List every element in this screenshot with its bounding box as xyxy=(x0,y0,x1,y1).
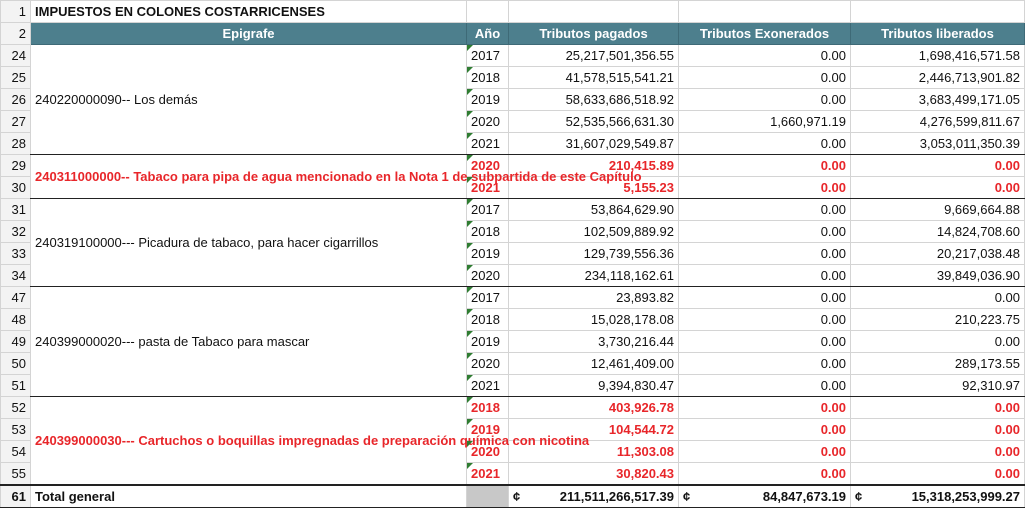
tributos-pagados-cell[interactable]: 9,394,830.47 xyxy=(509,375,679,397)
tributos-liberados-cell[interactable]: 39,849,036.90 xyxy=(851,265,1025,287)
year-cell[interactable]: 2020 xyxy=(467,265,509,287)
tributos-pagados-cell[interactable]: 234,118,162.61 xyxy=(509,265,679,287)
tributos-liberados-cell[interactable]: 0.00 xyxy=(851,419,1025,441)
year-cell[interactable]: 2021 xyxy=(467,177,509,199)
tributos-exonerados-cell[interactable]: 0.00 xyxy=(679,441,851,463)
tributos-liberados-cell[interactable]: 289,173.55 xyxy=(851,353,1025,375)
tributos-exonerados-cell[interactable]: 0.00 xyxy=(679,45,851,67)
year-cell[interactable]: 2019 xyxy=(467,243,509,265)
column-header-tributos-exonerados[interactable]: Tributos Exonerados xyxy=(679,23,851,45)
row-number[interactable]: 27 xyxy=(1,111,31,133)
year-cell[interactable]: 2020 xyxy=(467,441,509,463)
table-row xyxy=(1,199,1025,221)
epigrafe-cell[interactable]: 240319100000--- Picadura de tabaco, para hacer cigarrillos xyxy=(31,199,467,287)
tributos-liberados-cell[interactable]: 9,669,664.88 xyxy=(851,199,1025,221)
year-cell[interactable]: 2021 xyxy=(467,133,509,155)
tributos-pagados-cell[interactable]: 15,028,178.08 xyxy=(509,309,679,331)
row-number[interactable]: 28 xyxy=(1,133,31,155)
tributos-exonerados-cell[interactable]: 0.00 xyxy=(679,265,851,287)
tributos-pagados-cell[interactable]: 403,926.78 xyxy=(509,397,679,419)
tributos-pagados-cell[interactable]: 5,155.23 xyxy=(509,177,679,199)
row-number[interactable]: 34 xyxy=(1,265,31,287)
table-row xyxy=(1,45,1025,67)
row-number[interactable]: 26 xyxy=(1,89,31,111)
year-cell[interactable]: 2019 xyxy=(467,331,509,353)
tributos-pagados-cell[interactable]: 53,864,629.90 xyxy=(509,199,679,221)
row-number[interactable]: 25 xyxy=(1,67,31,89)
row-number[interactable]: 29 xyxy=(1,155,31,177)
year-cell[interactable]: 2018 xyxy=(467,67,509,89)
table-row xyxy=(1,397,1025,419)
row-number[interactable]: 61 xyxy=(1,485,31,508)
year-cell[interactable]: 2020 xyxy=(467,155,509,177)
currency-symbol: ¢ xyxy=(683,489,691,504)
tributos-pagados-cell[interactable]: 31,607,029,549.87 xyxy=(509,133,679,155)
tributos-exonerados-cell[interactable]: 0.00 xyxy=(679,419,851,441)
total-tributos-exonerados[interactable] xyxy=(679,485,851,508)
year-cell[interactable]: 2018 xyxy=(467,309,509,331)
year-cell[interactable]: 2019 xyxy=(467,89,509,111)
cell[interactable] xyxy=(679,1,851,23)
tributos-exonerados-cell[interactable]: 0.00 xyxy=(679,353,851,375)
tributos-liberados-cell[interactable]: 210,223.75 xyxy=(851,309,1025,331)
table-row xyxy=(1,155,1025,177)
year-cell[interactable]: 2017 xyxy=(467,199,509,221)
row-number[interactable]: 55 xyxy=(1,463,31,486)
total-tributos-liberados[interactable] xyxy=(851,485,1025,508)
cell[interactable] xyxy=(467,1,509,23)
year-cell[interactable]: 2017 xyxy=(467,287,509,309)
tributos-liberados-cell[interactable]: 3,683,499,171.05 xyxy=(851,89,1025,111)
tributos-liberados-cell[interactable]: 4,276,599,811.67 xyxy=(851,111,1025,133)
year-cell[interactable]: 2021 xyxy=(467,375,509,397)
row-number[interactable]: 48 xyxy=(1,309,31,331)
year-cell[interactable]: 2018 xyxy=(467,397,509,419)
epigrafe-cell[interactable]: 240399000030--- Cartuchos o boquillas impregnadas de preparación química con nicotina xyxy=(31,397,467,486)
row-number[interactable]: 31 xyxy=(1,199,31,221)
tributos-exonerados-cell[interactable]: 0.00 xyxy=(679,177,851,199)
tributos-pagados-cell[interactable]: 12,461,409.00 xyxy=(509,353,679,375)
row-number[interactable]: 52 xyxy=(1,397,31,419)
tributos-exonerados-cell[interactable]: 0.00 xyxy=(679,287,851,309)
tributos-pagados-cell[interactable]: 25,217,501,356.55 xyxy=(509,45,679,67)
row-number[interactable]: 24 xyxy=(1,45,31,67)
tributos-pagados-cell[interactable]: 102,509,889.92 xyxy=(509,221,679,243)
cell[interactable] xyxy=(851,1,1025,23)
currency-symbol: ¢ xyxy=(855,489,863,504)
tributos-pagados-cell[interactable]: 52,535,566,631.30 xyxy=(509,111,679,133)
tributos-pagados-cell[interactable]: 11,303.08 xyxy=(509,441,679,463)
column-header-epigrafe[interactable]: Epigrafe xyxy=(31,23,467,45)
year-cell[interactable]: 2021 xyxy=(467,463,509,486)
tributos-pagados-cell[interactable]: 3,730,216.44 xyxy=(509,331,679,353)
tributos-pagados-cell[interactable]: 30,820.43 xyxy=(509,463,679,486)
tributos-liberados-cell[interactable]: 2,446,713,901.82 xyxy=(851,67,1025,89)
tributos-liberados-cell[interactable]: 0.00 xyxy=(851,177,1025,199)
row-number[interactable]: 2 xyxy=(1,23,31,45)
tributos-exonerados-cell[interactable]: 0.00 xyxy=(679,243,851,265)
cell[interactable] xyxy=(467,485,509,508)
epigrafe-cell[interactable]: 240399000020--- pasta de Tabaco para mascar xyxy=(31,287,467,397)
tributos-liberados-cell[interactable]: 0.00 xyxy=(851,331,1025,353)
tributos-pagados-cell[interactable]: 23,893.82 xyxy=(509,287,679,309)
row-number[interactable]: 50 xyxy=(1,353,31,375)
total-value: 15,318,253,999.27 xyxy=(911,489,1020,504)
row-number[interactable]: 1 xyxy=(1,1,31,23)
tributos-exonerados-cell[interactable]: 0.00 xyxy=(679,331,851,353)
table-row xyxy=(1,287,1025,309)
currency-symbol: ¢ xyxy=(513,489,521,504)
title-row xyxy=(1,1,1025,23)
tributos-exonerados-cell[interactable]: 0.00 xyxy=(679,155,851,177)
tributos-pagados-cell[interactable]: 104,544.72 xyxy=(509,419,679,441)
tributos-pagados-cell[interactable]: 58,633,686,518.92 xyxy=(509,89,679,111)
total-value: 211,511,266,517.39 xyxy=(559,489,674,504)
tributos-exonerados-cell[interactable]: 0.00 xyxy=(679,375,851,397)
tributos-exonerados-cell[interactable]: 0.00 xyxy=(679,463,851,486)
row-number[interactable]: 32 xyxy=(1,221,31,243)
column-header-ano[interactable]: Año xyxy=(467,23,509,45)
row-number[interactable]: 49 xyxy=(1,331,31,353)
tributos-liberados-cell[interactable]: 1,698,416,571.58 xyxy=(851,45,1025,67)
epigrafe-cell[interactable]: 240311000000-- Tabaco para pipa de agua mencionado en la Nota 1 de subpartida de este Capítulo xyxy=(31,155,467,199)
tributos-pagados-cell[interactable]: 129,739,556.36 xyxy=(509,243,679,265)
tributos-liberados-cell[interactable]: 0.00 xyxy=(851,463,1025,486)
cell[interactable] xyxy=(509,1,679,23)
total-row xyxy=(1,485,1025,508)
year-cell[interactable]: 2017 xyxy=(467,45,509,67)
sheet-title[interactable]: IMPUESTOS EN COLONES COSTARRICENSES xyxy=(31,1,467,23)
tributos-liberados-cell[interactable]: 3,053,011,350.39 xyxy=(851,133,1025,155)
row-number[interactable]: 54 xyxy=(1,441,31,463)
total-value: 84,847,673.19 xyxy=(762,489,846,504)
tributos-liberados-cell[interactable]: 20,217,038.48 xyxy=(851,243,1025,265)
tributos-liberados-cell[interactable]: 0.00 xyxy=(851,287,1025,309)
epigrafe-cell[interactable]: 240220000090-- Los demás xyxy=(31,45,467,155)
tributos-exonerados-cell[interactable]: 0.00 xyxy=(679,221,851,243)
tributos-exonerados-cell[interactable]: 0.00 xyxy=(679,397,851,419)
year-cell[interactable]: 2020 xyxy=(467,353,509,375)
tributos-exonerados-cell[interactable]: 0.00 xyxy=(679,89,851,111)
tributos-liberados-cell[interactable]: 14,824,708.60 xyxy=(851,221,1025,243)
tributos-liberados-cell[interactable]: 0.00 xyxy=(851,441,1025,463)
tributos-pagados-cell[interactable]: 210,415.89 xyxy=(509,155,679,177)
column-header-tributos-pagados[interactable]: Tributos pagados xyxy=(509,23,679,45)
tributos-exonerados-cell[interactable]: 1,660,971.19 xyxy=(679,111,851,133)
tributos-exonerados-cell[interactable]: 0.00 xyxy=(679,309,851,331)
tributos-exonerados-cell[interactable]: 0.00 xyxy=(679,67,851,89)
row-number[interactable]: 33 xyxy=(1,243,31,265)
year-cell[interactable]: 2018 xyxy=(467,221,509,243)
tributos-exonerados-cell[interactable]: 0.00 xyxy=(679,199,851,221)
tributos-liberados-cell[interactable]: 92,310.97 xyxy=(851,375,1025,397)
row-number[interactable]: 53 xyxy=(1,419,31,441)
tributos-liberados-cell[interactable]: 0.00 xyxy=(851,155,1025,177)
tributos-liberados-cell[interactable]: 0.00 xyxy=(851,397,1025,419)
row-number[interactable]: 47 xyxy=(1,287,31,309)
year-cell[interactable]: 2019 xyxy=(467,419,509,441)
row-number[interactable]: 30 xyxy=(1,177,31,199)
row-number[interactable]: 51 xyxy=(1,375,31,397)
tributos-pagados-cell[interactable]: 41,578,515,541.21 xyxy=(509,67,679,89)
year-cell[interactable]: 2020 xyxy=(467,111,509,133)
column-header-tributos-liberados[interactable]: Tributos liberados xyxy=(851,23,1025,45)
header-row xyxy=(1,23,1025,45)
total-tributos-pagados[interactable] xyxy=(509,485,679,508)
tributos-exonerados-cell[interactable]: 0.00 xyxy=(679,133,851,155)
total-label[interactable]: Total general xyxy=(31,485,467,508)
